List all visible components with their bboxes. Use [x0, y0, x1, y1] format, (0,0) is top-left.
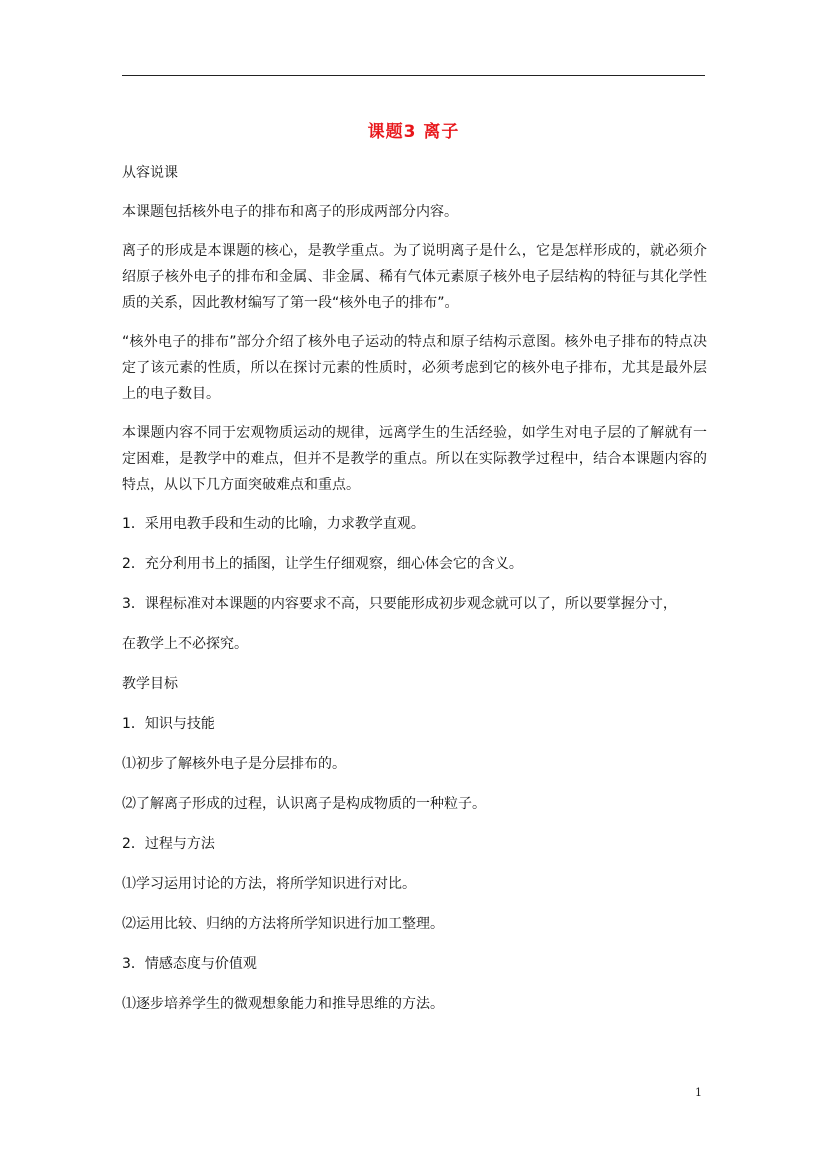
objective-item: ⑴逐步培养学生的微观想象能力和推导思维的方法。	[122, 996, 444, 1012]
objective-item: ⑵了解离子形成的过程，认识离子是构成物质的一种粒子。	[122, 796, 486, 812]
paragraph-teaching-difficulty: 本课题内容不同于宏观物质运动的规律，远离学生的生活经验，如学生对电子层的了解就有一定困难，是教学中的难点，但并不是教学的重点。所以在实际教学过程中，结合本课题内容的特点，从以下几方面突破难点和重点。	[122, 425, 707, 493]
objective-item: ⑴初步了解核外电子是分层排布的。	[122, 756, 346, 772]
list-item-1: 1．采用电教手段和生动的比喻，力求教学直观。	[122, 516, 425, 532]
section-heading-intro: 从容说课	[122, 165, 178, 181]
lesson-title: 课题3 离子	[367, 122, 460, 142]
document-body	[122, 160, 707, 1031]
paragraph-electron-arrangement: “核外电子的排布”部分介绍了核外电子运动的特点和原子结构示意图。核外电子排布的特点决定了该元素的性质，所以在探讨元素的性质时，必须考虑到它的核外电子排布，尤其是最外层上的电子数目。	[122, 334, 707, 402]
paragraph-ion-formation: 离子的形成是本课题的核心，是教学重点。为了说明离子是什么，它是怎样形成的，就必须介绍原子核外电子的排布和金属、非金属、稀有气体元素原子核外电子层结构的特征与其化学性质的关系，因此教材编写了第一段“核外电子的排布”。	[122, 243, 707, 311]
objective-item: ⑴学习运用讨论的方法，将所学知识进行对比。	[122, 876, 416, 892]
section-heading-objectives: 教学目标	[122, 676, 178, 692]
paragraph-overview: 本课题包括核外电子的排布和离子的形成两部分内容。	[122, 204, 458, 220]
objective-heading-attitude: 3．情感态度与价值观	[122, 956, 257, 972]
objective-heading-knowledge: 1．知识与技能	[122, 716, 215, 732]
header-rule	[122, 75, 705, 76]
list-item-3-continued: 在教学上不必探究。	[122, 636, 248, 652]
objective-heading-process: 2．过程与方法	[122, 836, 215, 852]
page-number: 1	[695, 1086, 702, 1099]
list-item-3: 3．课程标准对本课题的内容要求不高，只要能形成初步观念就可以了，所以要掌握分寸，	[122, 596, 677, 612]
list-item-2: 2．充分利用书上的插图，让学生仔细观察，细心体会它的含义。	[122, 556, 523, 572]
objective-item: ⑵运用比较、归纳的方法将所学知识进行加工整理。	[122, 916, 444, 932]
